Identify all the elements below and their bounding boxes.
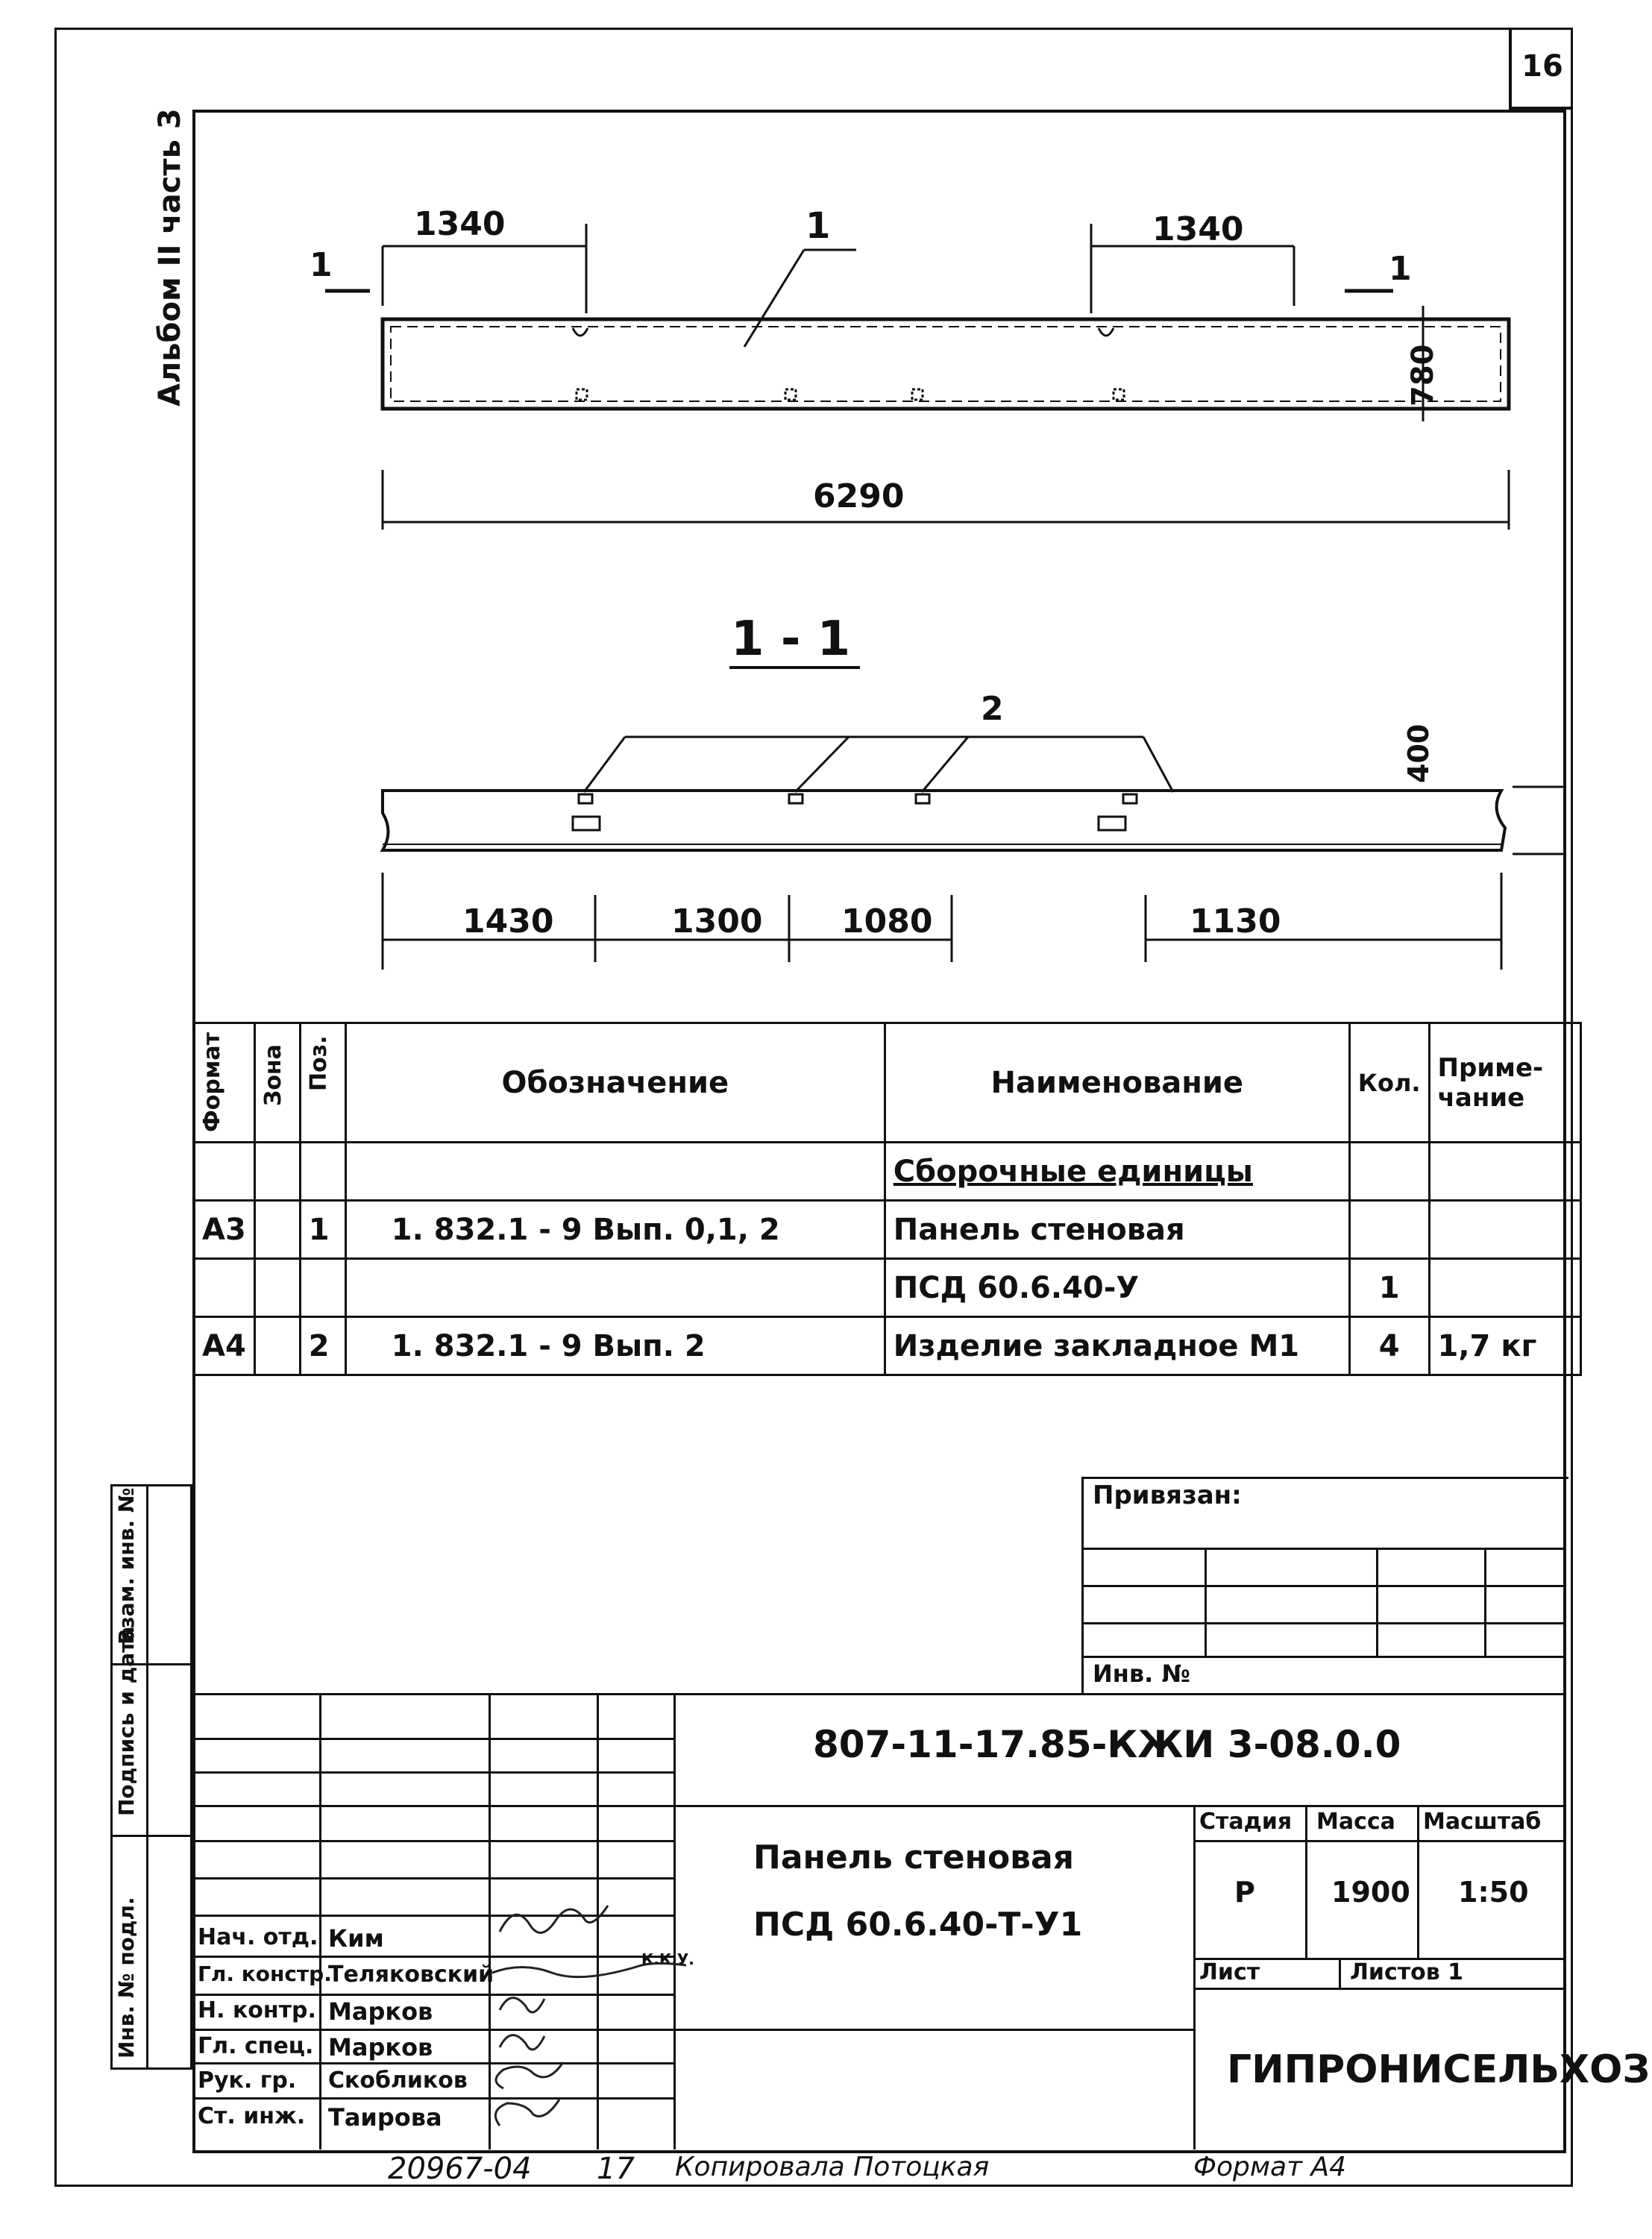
dim-height: 780: [1406, 344, 1440, 406]
stage-label: Стадия: [1199, 1809, 1293, 1835]
title-line-1: Панель стеновая: [753, 1838, 1074, 1877]
header-qty: Кол.: [1349, 1023, 1429, 1143]
header-name: Наименование: [885, 1023, 1349, 1143]
mass-value: 1900: [1331, 1876, 1410, 1909]
footer-number: 20967-04: [388, 2152, 532, 2186]
section-title: 1 - 1: [731, 612, 851, 667]
staff-name-6: Таирова: [328, 2103, 442, 2132]
stage-value: Р: [1234, 1876, 1255, 1909]
staff-name-5: Скобликов: [328, 2067, 468, 2094]
section-mark-right: 1: [1389, 250, 1412, 288]
header-pos: Поз.: [300, 1023, 345, 1143]
staff-role-4: Гл. спец.: [198, 2033, 314, 2059]
staff-name-1: Ким: [328, 1924, 384, 1953]
scale-label: Масштаб: [1423, 1809, 1542, 1835]
staff-name-3: Марков: [328, 1997, 433, 2026]
header-format: Формат: [194, 1023, 255, 1143]
staff-role-1: Нач. отд.: [198, 1924, 318, 1950]
staff-role-3: Н. контр.: [198, 1997, 316, 2023]
title-line-2: ПСД 60.6.40-Т-У1: [753, 1906, 1083, 1944]
staff-role-5: Рук. гр.: [198, 2067, 297, 2094]
binding-inv-label: Инв. №: [1093, 1659, 1190, 1688]
header-designation: Обозначение: [345, 1023, 885, 1143]
section-mark-left: 1: [310, 246, 333, 284]
dim-overall: 6290: [813, 477, 905, 515]
spec-table: [192, 1022, 1582, 1376]
dim-section-height: 400: [1402, 723, 1435, 783]
staff-extra-2: К.К.У.: [641, 1950, 694, 1968]
stamp-podpis: Подпись и дата: [114, 1626, 139, 1816]
staff-role-6: Ст. инж.: [198, 2103, 306, 2129]
dim-top-right: 1340: [1152, 210, 1244, 248]
scale-value: 1:50: [1458, 1876, 1529, 1909]
header-note: Приме-чание: [1429, 1023, 1580, 1143]
staff-name-2: Теляковский: [328, 1962, 494, 1988]
album-label: Альбом II часть 3: [153, 108, 187, 406]
header-zone: Зона: [254, 1023, 300, 1143]
footer-page: 17: [597, 2152, 635, 2186]
doc-code: 807-11-17.85-КЖИ 3-08.0.0: [813, 1723, 1401, 1766]
staff-role-2: Гл. констр.: [198, 1962, 332, 1986]
signatures: [485, 1880, 686, 2148]
pos-label-1: 1: [805, 205, 831, 247]
table-row: А3 1 1. 832.1 - 9 Вып. 0,1, 2 Панель стеновая: [194, 1201, 1581, 1259]
footer-format: Формат А4: [1193, 2152, 1347, 2182]
dim-bottom-3: 1080: [841, 902, 933, 940]
pos-label-2: 2: [981, 690, 1004, 728]
table-row: А4 2 1. 832.1 - 9 Вып. 2 Изделие закладное М1 4 1,7 кг: [194, 1317, 1581, 1375]
dim-bottom-1: 1430: [462, 902, 554, 940]
staff-name-4: Марков: [328, 2033, 433, 2061]
mass-label: Масса: [1316, 1809, 1395, 1835]
binding-label: Привязан:: [1093, 1480, 1242, 1510]
table-row: ПСД 60.6.40-У 1: [194, 1259, 1581, 1317]
dim-bottom-2: 1300: [671, 902, 763, 940]
stamp-inv-podl: Инв. № подл.: [114, 1897, 139, 2059]
panel-drawing: [192, 112, 1565, 1014]
stamp-vzam: Взам. инв. №: [114, 1487, 139, 1645]
section-assembly: Сборочные единицы: [885, 1143, 1349, 1201]
sheets-label: Листов 1: [1350, 1959, 1464, 1985]
footer-copied: Копировала Потоцкая: [675, 2152, 990, 2182]
dim-bottom-4: 1130: [1190, 902, 1281, 940]
sheet-label: Лист: [1199, 1959, 1260, 1985]
sheet-number: 16: [1509, 28, 1573, 110]
dim-top-left: 1340: [414, 205, 506, 243]
organization: ГИПРОНИСЕЛЬХОЗ: [1227, 2047, 1651, 2092]
